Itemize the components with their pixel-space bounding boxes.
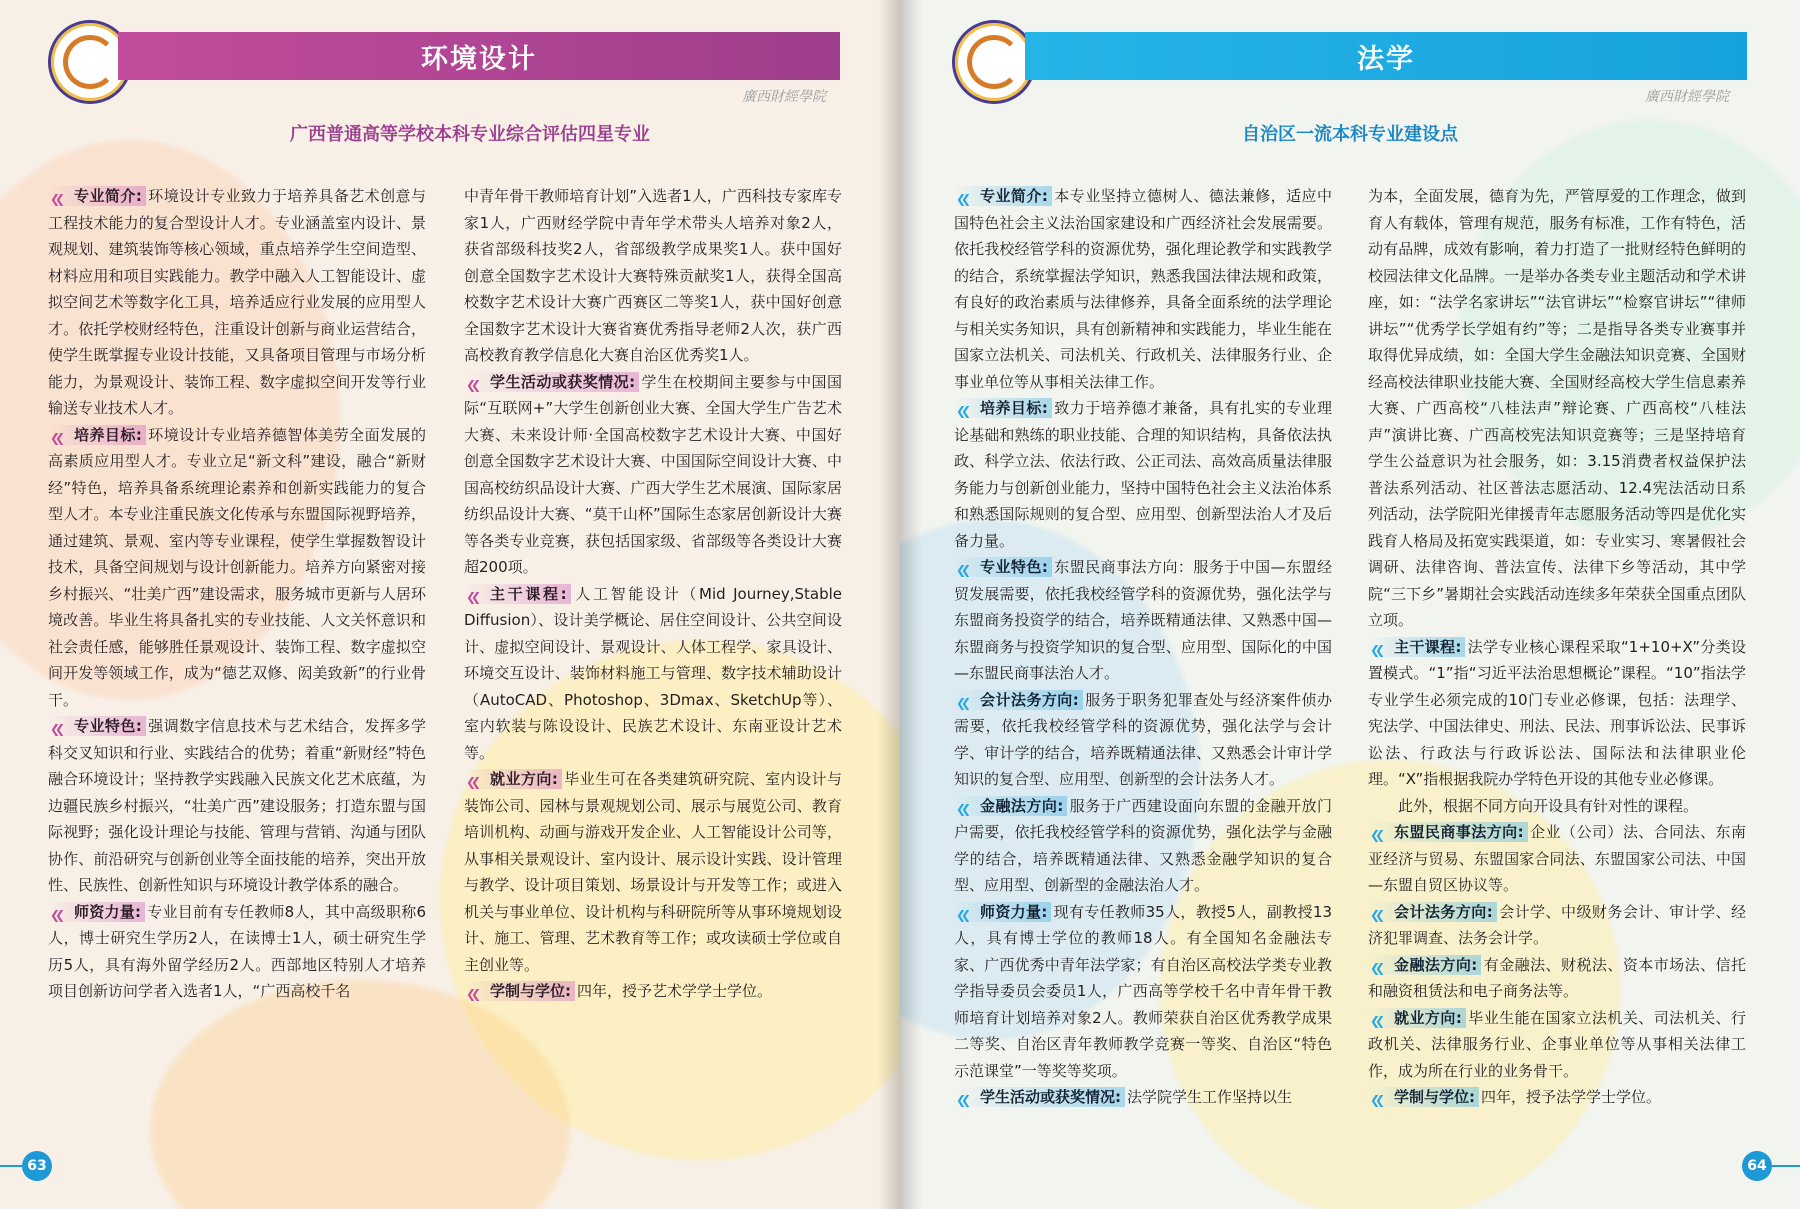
section-label: ❮❮ 金融法方向: bbox=[954, 796, 1067, 816]
section-text: 强调数字信息技术与艺术结合，发挥多学科交叉知识和行业、实践结合的优势；着重“新财经”特色融合环境设计；坚持教学实践融入民族文化艺术底蕴，为边疆民族乡村振兴，“壮美广西”建设服务；打造东盟与国际视野；强化设计理论与技能、管理与营销、沟通与团队协作、前沿研究与创新创业等全面技能的培养，突出开放性、民族性、创新性知识与环境设计教学体系的融合。 bbox=[48, 717, 426, 894]
section-paragraph bbox=[1368, 1084, 1746, 1111]
section-label: ❮❮ 主干课程: bbox=[1368, 637, 1465, 657]
section-paragraph bbox=[1368, 819, 1746, 899]
section-label: ❮❮ 学制与学位: bbox=[464, 981, 575, 1001]
section-paragraph bbox=[1368, 899, 1746, 952]
section-paragraph bbox=[48, 422, 426, 714]
section-text: 致力于培养德才兼备，具有扎实的专业理论基础和熟练的职业技能、合理的知识结构，具备依法执政、科学立法、依法行政、公正司法、高效高质量法律服务能力与创新创业能力，坚持中国特色社会主义法治体系和熟悉国际规则的复合型、应用型、创新型法治人才及后备力量。 bbox=[954, 399, 1332, 550]
section-text: 环境设计专业培养德智体美劳全面发展的高素质应用型人才。专业立足“新文科”建设，融合“新财经”特色，培养具备系统理论素养和创新实践能力的复合型人才。本专业注重民族文化传承与东盟国际视野培养，通过建筑、景观、室内等专业课程，使学生掌握数智设计技术，具备空间规划与设计创新能力。培养方向紧密对接乡村振兴、“壮美广西”建设需求，服务城市更新与人居环境改善。毕业生将具备扎实的专业技能、人文关怀意识和社会责任感，能够胜任景观设计、装饰工程、数字虚拟空间开发等领域工作，成为“德艺双修、闳美致新”的行业骨干。 bbox=[48, 425, 426, 709]
section-label: ❮❮ 东盟民商事法方向: bbox=[1368, 822, 1528, 842]
section-text: 会计学、中级财务会计、审计学、经济犯罪调查、法务会计学。 bbox=[1368, 902, 1746, 947]
section-label: ❮❮ 学制与学位: bbox=[1368, 1087, 1479, 1107]
text-column-2 bbox=[1368, 183, 1746, 1111]
section-paragraph bbox=[954, 793, 1332, 899]
section-text: 毕业生能在国家立法机关、司法机关、行政机关、法律服务行业、企事业单位等从事相关法律工作，成为所在行业的业务骨干。 bbox=[1368, 1008, 1746, 1080]
section-text: 环境设计专业致力于培养具备艺术创意与工程技术能力的复合型设计人才。专业涵盖室内设计、景观规划、建筑装饰等核心领域，重点培养学生空间造型、材料应用和项目实践能力。教学中融入人工智能设计、虚拟空间艺术等数字化工具，培养适应行业发展的应用型人才。依托学校财经特色，注重设计创新与商业运营结合，使学生既掌握专业设计技能，又具备项目管理与市场分析能力，为景观设计、装饰工程、数字虚拟空间开发等行业输送专业技术人才。 bbox=[48, 187, 426, 417]
university-wordmark: 廣西財經學院 bbox=[1645, 89, 1729, 105]
section-paragraph bbox=[48, 899, 426, 1005]
section-paragraph bbox=[464, 183, 842, 369]
section-label: ❮❮ 学生活动或获奖情况: bbox=[954, 1087, 1125, 1107]
section-text: 中青年骨干教师培育计划”入选者1人，广西科技专家库专家1人，广西财经学院中青年学术带头人培养对象2人，获省部级科技奖2人，省部级教学成果奖1人。获中国好创意全国数字艺术设计大赛特殊贡献奖1人，获得全国高校数字艺术设计大赛广西赛区二等奖1人，获中国好创意全国数字艺术设计大赛省赛优秀指导老师2人次，获广西高校教育教学信息化大赛自治区优秀奖1人。 bbox=[464, 187, 842, 364]
section-paragraph bbox=[464, 978, 842, 1005]
section-paragraph bbox=[1368, 952, 1746, 1005]
section-text: 四年，授予艺术学学士学位。 bbox=[577, 982, 773, 1000]
page-number: 64 bbox=[1742, 1151, 1772, 1181]
section-paragraph bbox=[464, 766, 842, 978]
section-text: 服务于广西建设面向东盟的金融开放门户需要，依托我校经管学科的资源优势，强化法学与金融学的结合，培养既精通法律、又熟悉金融学知识的复合型、应用型、创新型的金融法治人才。 bbox=[954, 796, 1332, 894]
section-paragraph bbox=[954, 899, 1332, 1085]
section-label: ❮❮ 专业简介: bbox=[48, 186, 146, 206]
page-subtitle: 广西普通高等学校本科专业综合评估四星专业 bbox=[290, 124, 650, 145]
section-label: ❮❮ 专业特色: bbox=[954, 557, 1052, 577]
page-number-line bbox=[1772, 1165, 1800, 1167]
section-label: ❮❮ 会计法务方向: bbox=[954, 690, 1083, 710]
section-text: 法学院学生工作坚持以生 bbox=[1127, 1088, 1293, 1106]
section-label: ❮❮ 学生活动或获奖情况: bbox=[464, 372, 639, 392]
section-paragraph bbox=[1368, 1005, 1746, 1085]
section-paragraph bbox=[954, 687, 1332, 793]
section-label: ❮❮ 主干课程: bbox=[464, 584, 571, 604]
section-text: 四年，授予法学学士学位。 bbox=[1481, 1088, 1662, 1106]
section-paragraph bbox=[1368, 793, 1746, 820]
section-label: ❮❮ 专业简介: bbox=[954, 186, 1052, 206]
section-label: ❮❮ 就业方向: bbox=[1368, 1008, 1466, 1028]
section-paragraph bbox=[48, 183, 426, 422]
page-number: 63 bbox=[22, 1151, 52, 1181]
section-label: ❮❮ 就业方向: bbox=[464, 769, 562, 789]
section-paragraph bbox=[954, 183, 1332, 395]
section-text: 为本，全面发展，德育为先，严管厚爱的工作理念，做到育人有载体，管理有规范，服务有标准，工作有特色，活动有品牌，成效有影响，着力打造了一批财经特色鲜明的校园法律文化品牌。一是举办各类专业主题活动和学术讲座，如：“法学名家讲坛”“法官讲坛”“检察官讲坛”“律师讲坛”“优秀学长学姐有约”等；二是指导各类专业赛事并取得优异成绩，如：全国大学生金融法知识竞赛、全国财经高校法律职业技能大赛、全国财经高校大学生信息素养大赛、广西高校“八桂法声”辩论赛、广西高校“八桂法声”演讲比赛、广西高校宪法知识竞赛等；三是坚持培育学生公益意识为社会服务，如：3.15消费者权益保护法普法系列活动、社区普法志愿活动、12.4宪法活动日系列活动，法学院阳光律援青年志愿服务活动等四是优化实践育人格局及拓宽实践渠道，如：专业实习、寒暑假社会调研、法律咨询、普法宣传、法律下乡等活动，其中学院“三下乡”暑期社会实践活动连续多年荣获全国重点团队立项。 bbox=[1368, 187, 1746, 629]
section-label: ❮❮ 金融法方向: bbox=[1368, 955, 1481, 975]
section-text: 学生在校期间主要参与中国国际“互联网+”大学生创新创业大赛、全国大学生广告艺术大赛、未来设计师·全国高校数字艺术设计大赛、中国好创意全国数字艺术设计大赛、中国国际空间设计大赛、中国高校纺织品设计大赛、广西大学生艺术展演、国际家居纺织品设计大赛、“莫干山杯”国际生态家居创新设计大赛等各类专业竞赛，获包括国家级、省部级等各类设计大赛超200项。 bbox=[464, 372, 842, 576]
section-label: ❮❮ 师资力量: bbox=[954, 902, 1051, 922]
section-label: ❮❮ 培养目标: bbox=[48, 425, 146, 445]
section-text: 此外，根据不同方向开设具有针对性的课程。 bbox=[1398, 796, 1699, 815]
section-text: 本专业坚持立德树人、德法兼修，适应中国特色社会主义法治国家建设和广西经济社会发展需要。依托我校经管学科的资源优势，强化理论教学和实践教学的结合，系统掌握法学知识，熟悉我国法律法规和政策，有良好的政治素质与法律修养，具备全面系统的法学理论与相关实务知识，具有创新精神和实践能力，毕业生能在国家立法机关、司法机关、行政机关、法律服务行业、企事业单位等从事相关法律工作。 bbox=[954, 187, 1332, 391]
section-text: 现有专任教师35人，教授5人，副教授13人，具有博士学位的教师18人。有全国知名金融法专家、广西优秀中青年法学家；有自治区高校法学类专业教学指导委员会委员1人，广西高等学校千名中青年骨干教师培育计划培养对象2人。教师荣获自治区优秀教学成果二等奖、自治区青年教师教学竞赛一等奖、自治区“特色示范课堂”一等奖等奖项。 bbox=[954, 902, 1332, 1080]
section-paragraph bbox=[48, 713, 426, 899]
section-text: 东盟民商事法方向：服务于中国—东盟经贸发展需要，依托我校经管学科的资源优势，强化法学与东盟商务投资学的结合，培养既精通法律、又熟悉中国—东盟商务与投资学知识的复合型、应用型、国际化的中国—东盟民商事法治人才。 bbox=[954, 558, 1332, 682]
text-column-1 bbox=[48, 183, 426, 1005]
section-paragraph bbox=[954, 1084, 1332, 1111]
section-paragraph bbox=[1368, 634, 1746, 793]
university-wordmark: 廣西財經學院 bbox=[742, 89, 826, 105]
section-paragraph bbox=[954, 554, 1332, 687]
page-header: 环境设计 bbox=[118, 32, 840, 80]
section-text: 法学专业核心课程采取“1+10+X”分类设置模式。“1”指“习近平法治思想概论”课程。“10”指法学专业学生必须完成的10门专业必修课，包括：法理学、宪法学、中国法律史、刑法、民法、刑事诉讼法、民事诉讼法、行政法与行政诉讼法、国际法和法律职业伦理。“X”指根据我院办学特色开设的其他专业必修课。 bbox=[1368, 637, 1747, 788]
section-text: 有金融法、财税法、资本市场法、信托和融资租赁法和电子商务法等。 bbox=[1368, 955, 1746, 1000]
section-label: ❮❮ 培养目标: bbox=[954, 398, 1052, 418]
page-number-line bbox=[0, 1165, 22, 1167]
section-text: 专业目前有专任教师8人，其中高级职称6人，博士研究生学历2人，在读博士1人，硕士研究生学历5人，具有海外留学经历2人。西部地区特别人才培养项目创新访问学者入选者1人，“广西高校千名 bbox=[48, 902, 426, 1000]
book-gutter-shadow bbox=[878, 0, 922, 1209]
text-column-1 bbox=[954, 183, 1332, 1111]
section-paragraph bbox=[464, 581, 842, 767]
page-header: 法学 bbox=[1025, 32, 1747, 80]
page-subtitle: 自治区一流本科专业建设点 bbox=[1242, 124, 1458, 145]
university-logo bbox=[952, 20, 1036, 104]
section-paragraph bbox=[1368, 183, 1746, 634]
section-text: 服务于职务犯罪查处与经济案件侦办需要，依托我校经管学科的资源优势，强化法学与会计学、审计学的结合，培养既精通法律、又熟悉会计审计学知识的复合型、应用型、创新型的会计法务人才。 bbox=[954, 690, 1332, 788]
section-text: 毕业生可在各类建筑研究院、室内设计与装饰公司、园林与景观规划公司、展示与展览公司、教育培训机构、动画与游戏开发企业、人工智能设计公司等，从事相关景观设计、室内设计、展示设计实践、设计管理与教学、设计项目策划、场景设计与开发等工作；或进入机关与事业单位、设计机构与科研院所等从事环境规划设计、施工、管理、艺术教育等工作；或攻读硕士学位或自主创业等。 bbox=[464, 770, 842, 974]
section-paragraph bbox=[464, 369, 842, 581]
section-paragraph bbox=[954, 395, 1332, 554]
right-page bbox=[900, 0, 1800, 1209]
section-label: ❮❮ 专业特色: bbox=[48, 716, 146, 736]
section-text: 企业（公司）法、合同法、东南亚经济与贸易、东盟国家合同法、东盟国家公司法、中国—东盟自贸区协议等。 bbox=[1368, 823, 1746, 894]
section-text: 人工智能设计（Mid Journey,Stable Diffusion）、设计美学概论、居住空间设计、公共空间设计、虚拟空间设计、景观设计、人体工程学、家具设计、环境交互设计、装饰材料施工与管理、数字技术辅助设计（AutoCAD、Photoshop、3Dmax、SketchUp等）、室内软装与陈设设计、民族艺术设计、东南亚设计艺术等。 bbox=[464, 584, 843, 762]
section-label: ❮❮ 会计法务方向: bbox=[1368, 902, 1497, 922]
section-label: ❮❮ 师资力量: bbox=[48, 902, 145, 922]
text-column-2 bbox=[464, 183, 842, 1005]
